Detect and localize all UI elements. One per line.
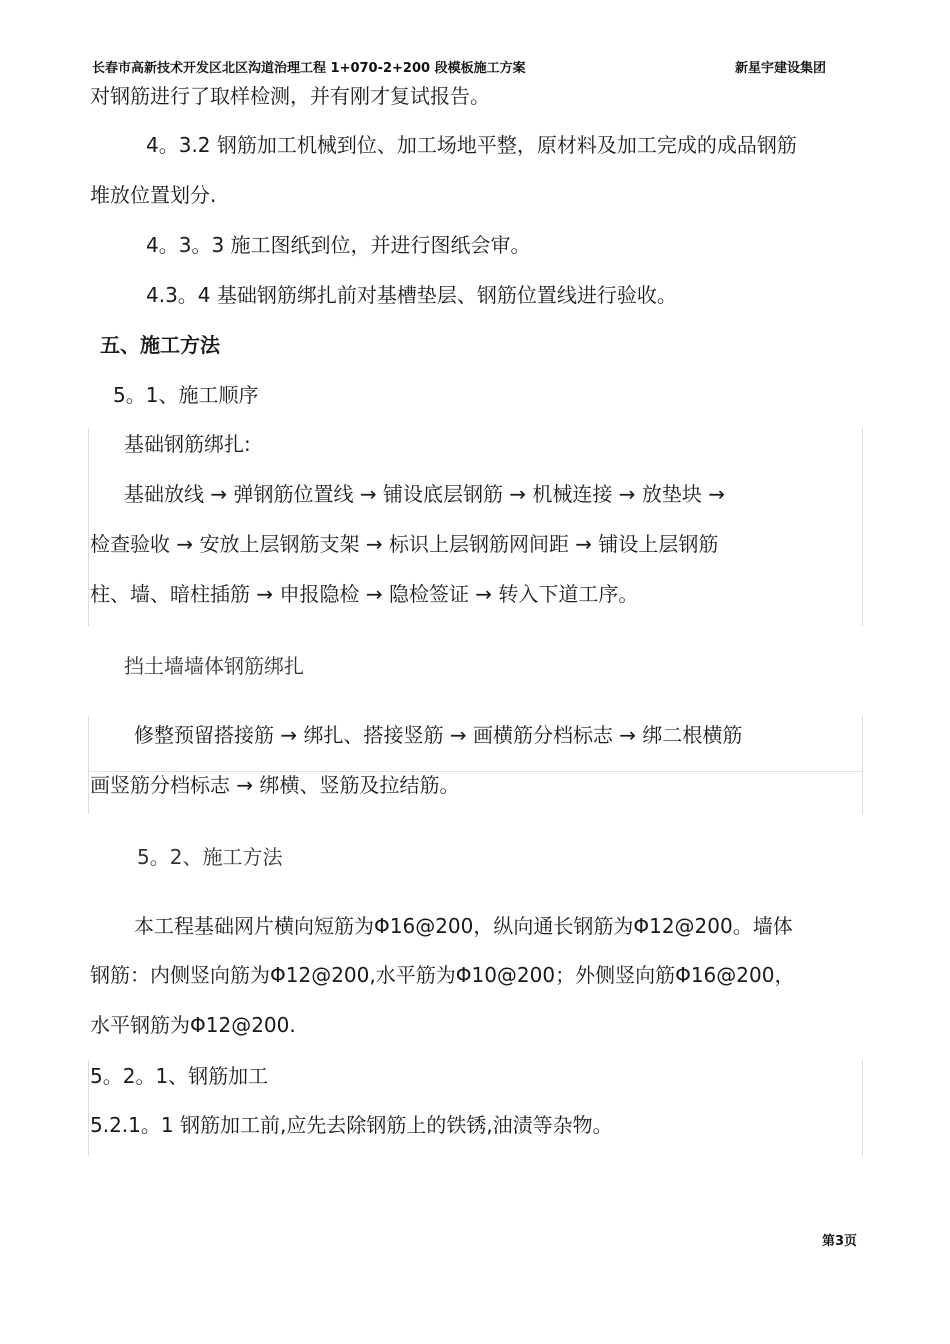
subsection-heading: 5。2。1、钢筋加工 bbox=[90, 1064, 269, 1088]
text-line: 4。3.2 钢筋加工机械到位、加工场地平整，原材料及加工完成的成品钢筋 bbox=[146, 133, 797, 157]
section-heading: 五、施工方法 bbox=[100, 333, 220, 357]
text-line: 基础钢筋绑扎: bbox=[124, 432, 251, 456]
subsection-heading: 5。1、施工顺序 bbox=[113, 383, 259, 407]
text-line: 水平钢筋为Φ12@200. bbox=[90, 1013, 296, 1037]
text-line: 检查验收 → 安放上层钢筋支架 → 标识上层钢筋网间距 → 铺设上层钢筋 bbox=[90, 532, 719, 556]
text-line: 5.2.1。1 钢筋加工前,应先去除钢筋上的铁锈,油渍等杂物。 bbox=[90, 1113, 613, 1137]
text-line: 画竖筋分档标志 → 绑横、竖筋及拉结筋。 bbox=[90, 773, 460, 797]
text-line: 本工程基础网片横向短筋为Φ16@200，纵向通长钢筋为Φ12@200。墙体 bbox=[134, 914, 793, 938]
text-line: 修整预留搭接筋 → 绑扎、搭接竖筋 → 画横筋分档标志 → 绑二根横筋 bbox=[134, 723, 743, 747]
text-line: 基础放线 → 弹钢筋位置线 → 铺设底层钢筋 → 机械连接 → 放垫块 → bbox=[124, 482, 726, 506]
text-line: 对钢筋进行了取样检测，并有刚才复试报告。 bbox=[90, 84, 490, 108]
text-line: 柱、墙、暗柱插筋 → 申报隐检 → 隐检签证 → 转入下道工序。 bbox=[90, 582, 639, 606]
text-line: 堆放位置划分. bbox=[90, 183, 217, 207]
text-line: 4。3。3 施工图纸到位，并进行图纸会审。 bbox=[146, 233, 531, 257]
subsection-heading: 5。2、施工方法 bbox=[137, 845, 283, 869]
page-header-title: 长春市高新技术开发区北区沟道治理工程 1+070-2+200 段模板施工方案 bbox=[92, 61, 526, 76]
text-line: 挡土墙墙体钢筋绑扎 bbox=[124, 654, 304, 678]
page-header-company: 新星宇建设集团 bbox=[735, 61, 827, 76]
text-line: 4.3。4 基础钢筋绑扎前对基槽垫层、钢筋位置线进行验收。 bbox=[146, 283, 677, 307]
text-line: 钢筋：内侧竖向筋为Φ12@200,水平筋为Φ10@200；外侧竖向筋Φ16@200， bbox=[90, 963, 795, 987]
page-number: 第3页 bbox=[822, 1234, 858, 1249]
